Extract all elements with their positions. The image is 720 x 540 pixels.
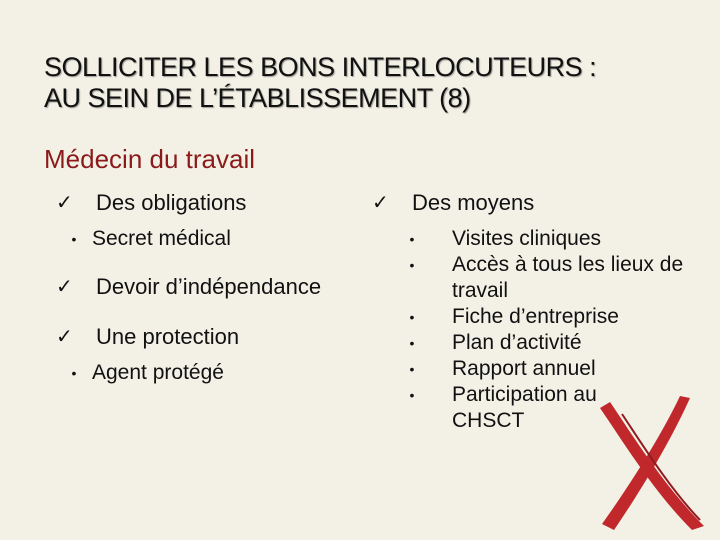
means-subitem-text: Fiche d’entreprise xyxy=(452,305,619,328)
bullet-icon: • xyxy=(409,257,415,273)
bullet-icon: • xyxy=(409,361,415,377)
means-subitem-text: Visites cliniques xyxy=(452,227,602,250)
means-subitem-text: Accès à tous les lieux de travail xyxy=(452,253,684,302)
slide-subtitle: Médecin du travail xyxy=(44,144,255,174)
bullet-icon: • xyxy=(71,365,77,381)
bullet-icon: • xyxy=(71,231,77,247)
means-subitem-text: Plan d’activité xyxy=(452,331,582,354)
bullet-icon: • xyxy=(409,387,415,403)
obligations-label: Des obligations xyxy=(96,190,247,215)
check-icon: ✓ xyxy=(372,192,389,214)
means-subitem xyxy=(372,356,702,382)
means-label: Des moyens xyxy=(412,190,535,215)
slide-title xyxy=(44,52,704,114)
independence-label: Devoir d’indépendance xyxy=(96,274,322,299)
independence-item xyxy=(56,274,376,300)
obligations-item xyxy=(56,190,376,216)
means-subitem xyxy=(372,304,702,330)
means-subitem xyxy=(372,252,702,304)
means-subitem-text: Participation au CHSCT xyxy=(452,383,597,432)
check-icon: ✓ xyxy=(56,326,73,348)
means-item xyxy=(372,190,702,216)
means-subitem xyxy=(372,330,702,356)
x-logo-icon xyxy=(592,394,712,534)
bullet-icon: • xyxy=(409,335,415,351)
left-column xyxy=(56,190,376,386)
protection-subitem-text: Agent protégé xyxy=(92,361,224,384)
obligations-subitem xyxy=(56,226,376,252)
protection-label: Une protection xyxy=(96,324,240,349)
bullet-icon: • xyxy=(409,309,415,325)
bullet-icon: • xyxy=(409,231,415,247)
check-icon: ✓ xyxy=(56,276,73,298)
means-subitem xyxy=(372,226,702,252)
obligations-subitem-text: Secret médical xyxy=(92,227,231,250)
title-line-1: SOLLICITER LES BONS INTERLOCUTEURS : xyxy=(44,52,597,82)
protection-subitem xyxy=(56,360,376,386)
title-line-2: AU SEIN DE L’ÉTABLISSEMENT (8) xyxy=(44,83,471,113)
protection-item xyxy=(56,324,376,350)
means-subitem-text: Rapport annuel xyxy=(452,357,596,380)
check-icon: ✓ xyxy=(56,192,73,214)
